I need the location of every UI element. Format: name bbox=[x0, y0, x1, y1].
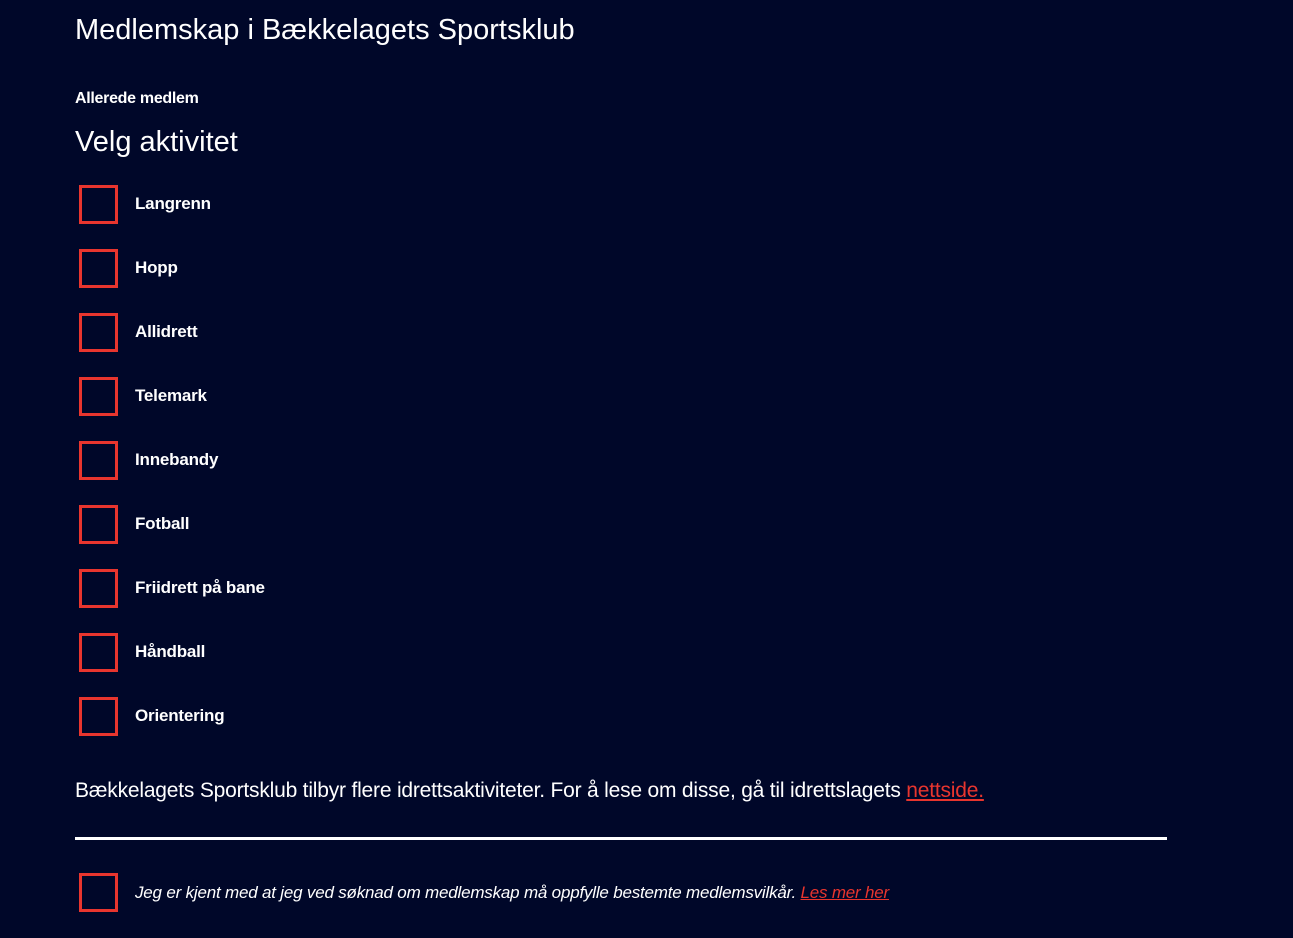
activity-label: Langrenn bbox=[135, 194, 211, 213]
activity-label: Telemark bbox=[135, 386, 207, 405]
activity-checkbox[interactable] bbox=[79, 697, 118, 736]
activity-option-fotball[interactable] bbox=[79, 504, 265, 544]
activity-option-telemark[interactable] bbox=[79, 376, 265, 416]
activity-checkbox[interactable] bbox=[79, 441, 118, 480]
activity-label: Friidrett på bane bbox=[135, 578, 265, 597]
activity-list bbox=[79, 184, 265, 760]
activities-info-text bbox=[75, 777, 984, 805]
activity-checkbox[interactable] bbox=[79, 377, 118, 416]
activity-checkbox[interactable] bbox=[79, 185, 118, 224]
terms-text-body: Jeg er kjent med at jeg ved søknad om medlemskap må oppfylle bestemte medlemsvilkår. bbox=[135, 882, 801, 902]
activity-label: Allidrett bbox=[135, 322, 198, 341]
activity-checkbox[interactable] bbox=[79, 505, 118, 544]
activity-option-orientering[interactable] bbox=[79, 696, 265, 736]
activity-label: Hopp bbox=[135, 258, 178, 277]
activity-label: Fotball bbox=[135, 514, 190, 533]
activity-option-handball[interactable] bbox=[79, 632, 265, 672]
already-member-label: Allerede medlem bbox=[75, 90, 199, 107]
activity-label: Orientering bbox=[135, 706, 225, 725]
section-divider bbox=[75, 837, 1167, 840]
page-title: Medlemskap i Bækkelagets Sportsklub bbox=[75, 14, 575, 46]
activity-option-allidrett[interactable] bbox=[79, 312, 265, 352]
activity-label: Håndball bbox=[135, 642, 206, 661]
activity-checkbox[interactable] bbox=[79, 633, 118, 672]
terms-checkbox[interactable] bbox=[79, 873, 118, 912]
activity-option-innebandy[interactable] bbox=[79, 440, 265, 480]
read-more-link[interactable]: Les mer her bbox=[800, 882, 890, 902]
activity-label: Innebandy bbox=[135, 450, 219, 469]
info-text-body: Bækkelagets Sportsklub tilbyr flere idrettsaktiviteter. For å lese om disse, gå til idrettslagets bbox=[75, 779, 907, 802]
terms-consent-row[interactable] bbox=[79, 873, 889, 912]
activity-option-friidrett[interactable] bbox=[79, 568, 265, 608]
activity-option-hopp[interactable] bbox=[79, 248, 265, 288]
activity-option-langrenn[interactable] bbox=[79, 184, 265, 224]
activity-checkbox[interactable] bbox=[79, 249, 118, 288]
activity-checkbox[interactable] bbox=[79, 569, 118, 608]
activity-checkbox[interactable] bbox=[79, 313, 118, 352]
website-link[interactable]: nettside. bbox=[906, 779, 984, 802]
section-title: Velg aktivitet bbox=[75, 126, 238, 158]
terms-text bbox=[135, 883, 889, 903]
